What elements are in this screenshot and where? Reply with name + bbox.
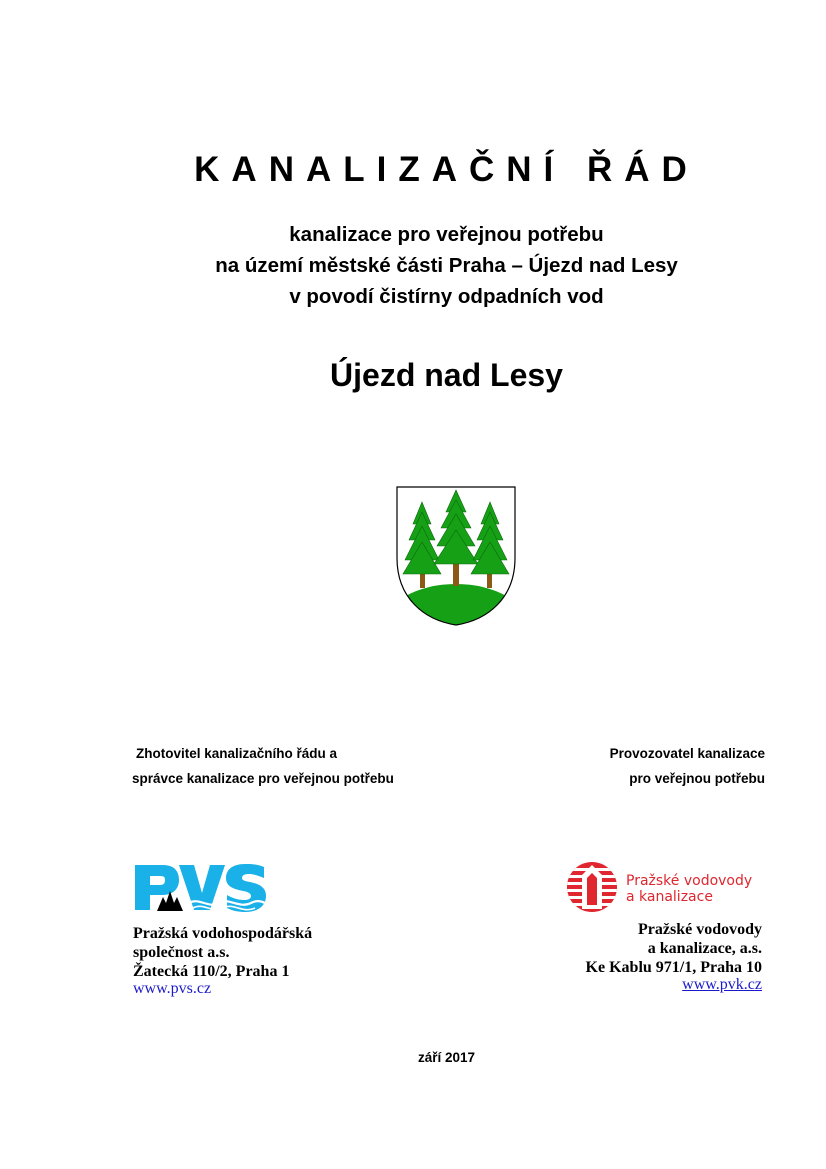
subtitle-line-1: kanalizace pro veřejnou potřebu (289, 223, 604, 246)
pvk-logo-line-1: Pražské vodovody (626, 873, 753, 889)
document-date: září 2017 (417, 1050, 476, 1065)
pvk-logo-text (626, 873, 752, 905)
pvs-logo (133, 863, 268, 913)
subtitle-line-2: na území městské části Praha – Újezd nad Lesy (215, 254, 678, 277)
right-role-line-1: Provozovatel kanalizace (609, 746, 765, 761)
pvs-address-line-2: společnost a.s. (133, 944, 230, 961)
pvk-address-line-3: Ke Kablu 971/1, Praha 10 (585, 959, 762, 976)
place-name: Újezd nad Lesy (330, 357, 563, 393)
pvk-address-line-2: a kanalizace, a.s. (647, 940, 762, 957)
pvk-logo (566, 861, 766, 913)
left-role-line-2: správce kanalizace pro veřejnou potřebu (132, 771, 394, 786)
subtitle-line-3: v povodí čistírny odpadních vod (289, 285, 604, 308)
pvk-logo-line-2: a kanalizace (626, 889, 713, 905)
pvk-web-link[interactable]: www.pvk.cz (682, 976, 762, 993)
pvs-web-link[interactable]: www.pvs.cz (133, 980, 212, 997)
right-role-line-2: pro veřejnou potřebu (629, 771, 765, 786)
document-title: KANALIZAČNÍ ŘÁD (194, 150, 699, 189)
pvs-address-line-1: Pražská vodohospodářská (133, 925, 313, 942)
pvk-emblem-icon (566, 861, 618, 913)
left-role-line-1: Zhotovitel kanalizačního řádu a (136, 746, 338, 761)
coat-of-arms-icon (396, 486, 516, 626)
pvs-address-line-3: Žatecká 110/2, Praha 1 (133, 963, 290, 980)
pvk-address-line-1: Pražské vodovody (638, 921, 762, 938)
